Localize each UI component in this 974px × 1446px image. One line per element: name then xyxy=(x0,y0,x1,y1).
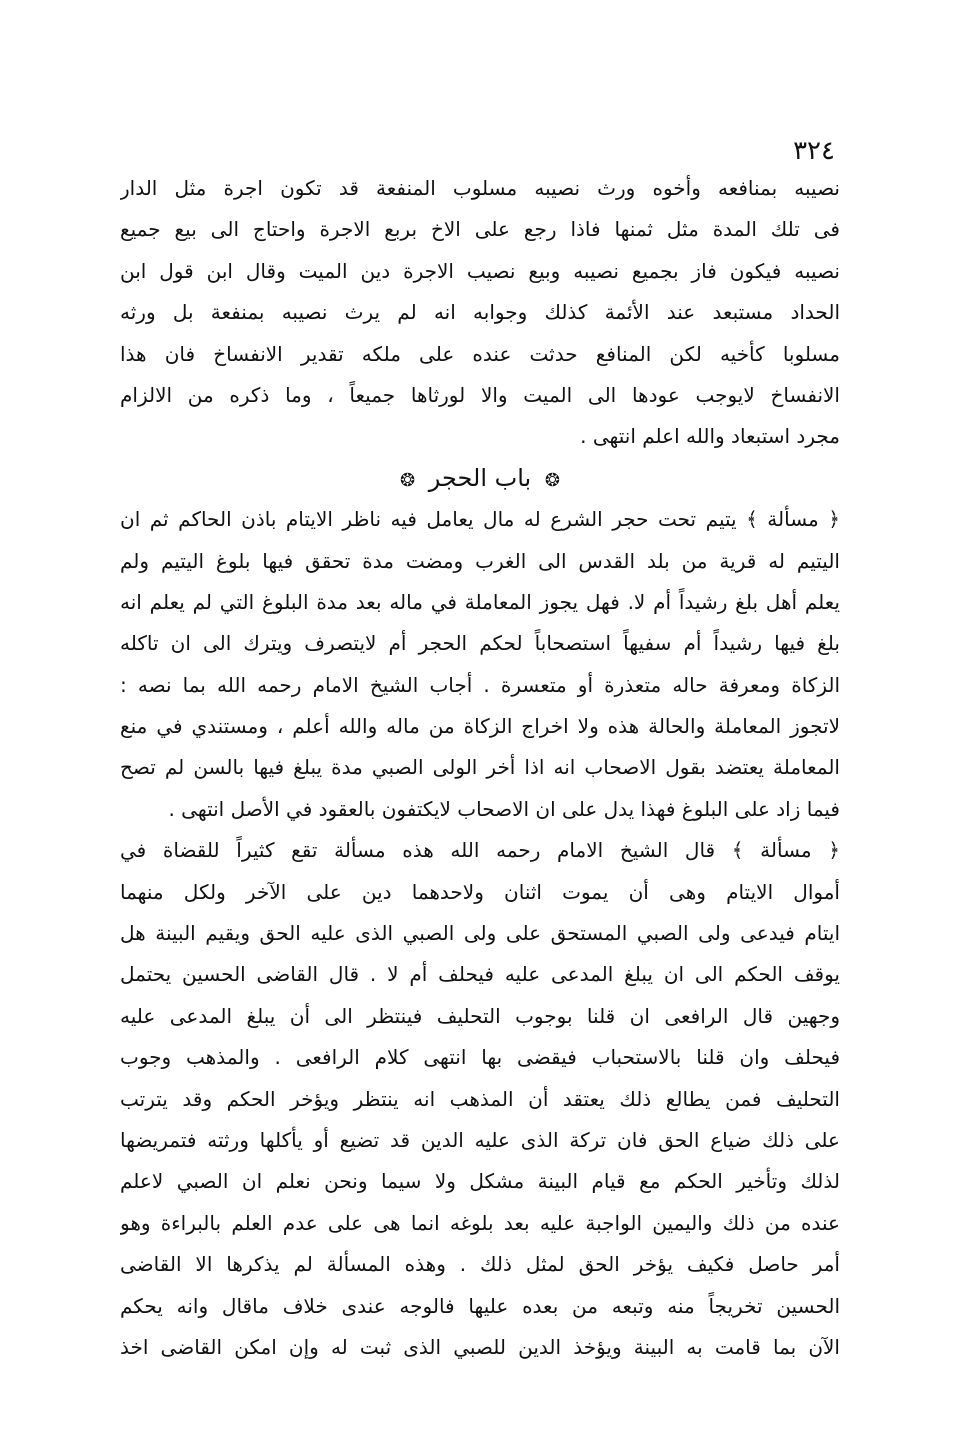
text-line: فى تلك المدة مثل ثمنها فاذا رجع على الاخ بربع الاجرة واحتاج الى بيع جميع xyxy=(120,217,840,242)
text-line: نصيبه فيكون فاز بجميع نصيبه وبيع نصيب الاجرة دين الميت وقال ابن قول ابن xyxy=(120,258,840,283)
text-line: مجرد استبعاد والله اعلم انتهى . xyxy=(580,424,840,449)
text-line: المعاملة يعتضد بقول الاصحاب انه اذا أخر الولى الصبي مدة يبلغ فيها بالسن لم تصح xyxy=(120,755,840,780)
text-line: يعلم أهل بلغ رشيداً أم لا. فهل يجوز المعاملة في ماله بعد مدة البلوغ التي لم يعلم انه xyxy=(120,589,840,614)
text-line: ﴿ مسألة ﴾ يتيم تحت حجر الشرع له مال يعامل فيه ناظر الايتام باذن الحاكم ثم ان xyxy=(120,507,840,532)
text-line: فيحلف وان قلنا بالاستحباب فيقضى بها انتهى كلام الرافعى . والمذهب وجوب xyxy=(120,1045,840,1070)
text-line: أمر حاصل فكيف يؤخر الحق لمثل ذلك . وهذه المسألة لم يذكرها الا القاضى xyxy=(120,1252,840,1277)
text-line: ﴿ مسألة ﴾ قال الشيخ الامام رحمه الله هذه مسألة تقع كثيراً للقضاة في xyxy=(120,838,840,863)
text-line: اليتيم له قرية من بلد القدس الى الغرب ومضت مدة تحقق فيها بلوغ اليتيم ولم xyxy=(120,548,840,573)
text-line: الآن بما قامت به البينة ويؤخذ الدين للصبي الذى ثبت له وإن امكن القاضى اخذ xyxy=(120,1334,840,1359)
text-line: فيما زاد على البلوغ فهذا يدل على ان الاصحاب لايكتفون بالعقود في الأصل انتهى . xyxy=(168,796,840,821)
text-line: يوقف الحكم الى ان يبلغ المدعى عليه فيحلف أم لا . قال القاضى الحسين يحتمل xyxy=(120,962,840,987)
page-body xyxy=(120,168,840,1368)
text-line: على ذلك ضياع الحق فان تركة الذى عليه الدين قد تضيع أو يأكلها ورثته فتمريضها xyxy=(120,1127,840,1152)
text-line: الحداد مستبعد عند الأئمة كذلك وجوابه انه لم يرث نصيبه بمنفعة بل ورثه xyxy=(120,300,840,325)
ornament-icon: ❂ xyxy=(544,469,560,491)
text-line: عنده من ذلك واليمين الواجبة عليه بعد بلوغه انما هى على عدم العلم بالبراءة وهو xyxy=(120,1210,840,1235)
text-line: الحسين تخريجاً منه وتبعه من بعده عليها فالوجه عندى خلاف ماقال وانه يحكم xyxy=(120,1293,840,1318)
section-heading-text: باب الحجر xyxy=(428,463,532,492)
text-line: ايتام فيدعى ولى الصبي المستحق على ولى الصبي الذى عليه الحق ويقيم البينة هل xyxy=(120,921,840,946)
text-line: نصيبه بمنافعه وأخوه ورث نصيبه مسلوب المنفعة قد تكون اجرة مثل الدار xyxy=(120,176,840,200)
text-line: بلغ فيها رشيداً أم سفيهاً استصحاباً لحكم الحجر أم لايتصرف ويترك الى ان تاكله xyxy=(120,631,840,656)
text-line: مسلوبا كأخيه لكن المنافع حدثت عنده على ملكه تقدير الانفساخ فان هذا xyxy=(120,341,840,366)
text-line: لاتجوز المعاملة والحالة هذه ولا اخراج الزكاة من ماله والله أعلم ، ومستندي في منع xyxy=(120,714,840,739)
ornament-icon: ❂ xyxy=(400,469,416,491)
text-line: وجهين قال الرافعى ان قلنا بوجوب التحليف فينتظر الى أن يبلغ المدعى عليه xyxy=(120,1003,840,1028)
section-heading xyxy=(120,458,840,499)
text-line: التحليف فمن يطالع ذلك يعتقد أن المذهب انه ينتظر ويؤخر الحكم وقد يترتب xyxy=(120,1086,840,1111)
text-line: لذلك وتأخير الحكم مع قيام البينة مشكل ولا سيما ونحن نعلم ان الصبي لاعلم xyxy=(120,1169,840,1194)
text-line: أموال الايتام وهى أن يموت اثنان ولاحدهما دين على الآخر ولكل منهما xyxy=(120,879,840,904)
text-line: الزكاة ومعرفة حاله متعذرة أو متعسرة . أجاب الشيخ الامام رحمه الله بما نصه : xyxy=(120,672,840,697)
page-number: ٣٢٤ xyxy=(793,136,835,166)
text-line: الانفساخ لايوجب عودها الى الميت والا لورثاها جميعاً ، وما ذكره من الالزام xyxy=(120,382,840,407)
